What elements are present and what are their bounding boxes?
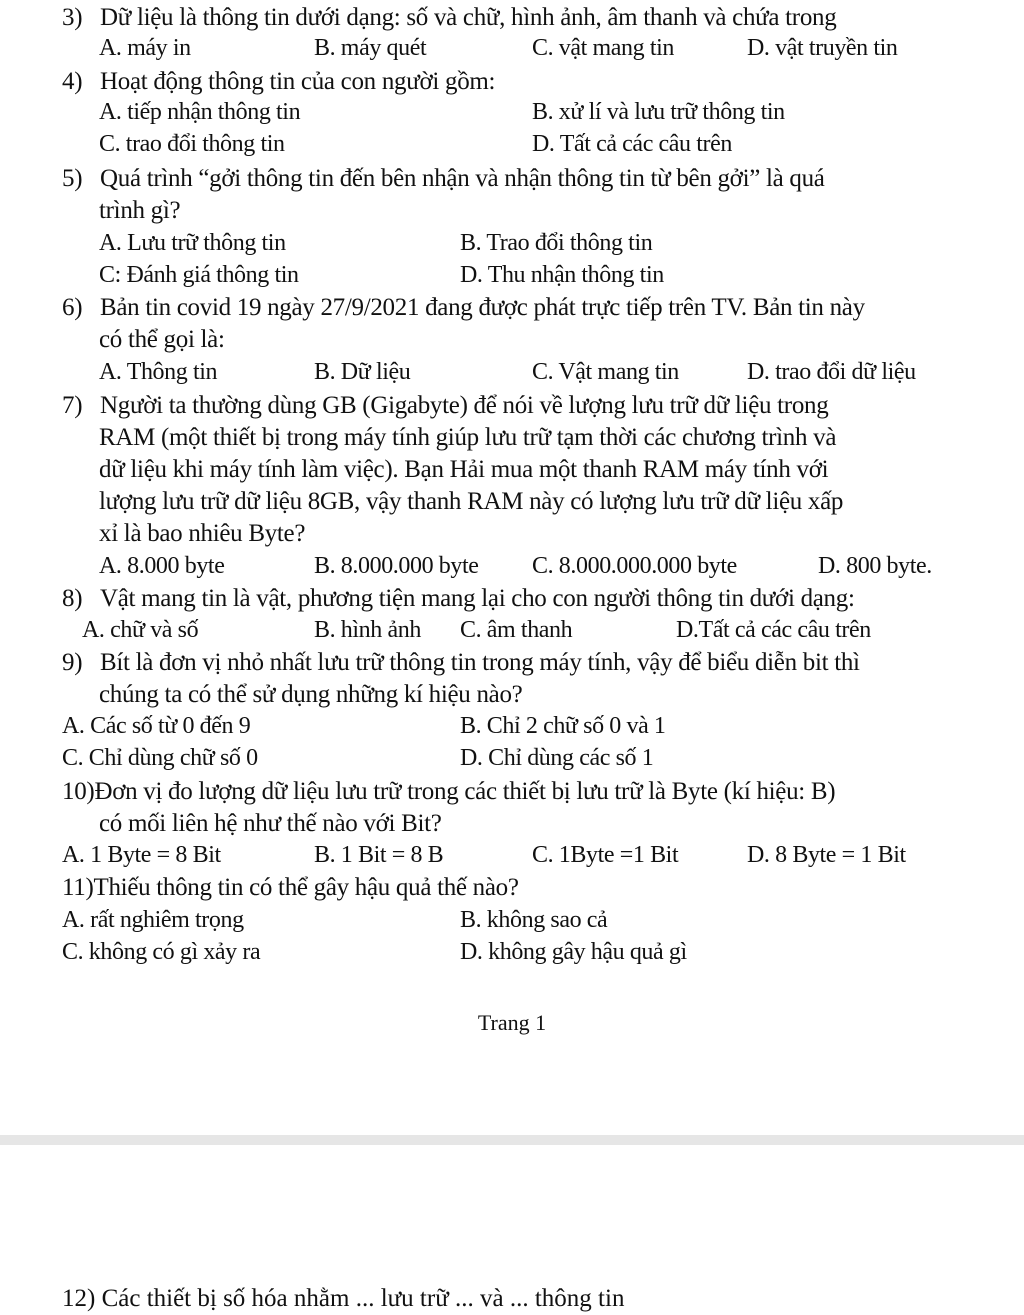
option-b: B. máy quét xyxy=(314,35,427,61)
option-a: A. 8.000 byte xyxy=(99,553,225,579)
question-text-continued: có thể gọi là: xyxy=(99,326,225,353)
question-text: Bản tin covid 19 ngày 27/9/2021 đang được phát trực tiếp trên TV. Bản tin này xyxy=(100,294,865,321)
option-a: A. Các số từ 0 đến 9 xyxy=(62,713,251,739)
question-5: 5) Quá trình “gởi thông tin đến bên nhận và nhận thông tin từ bên gởi” là quá xyxy=(62,165,825,192)
option-b: B. Trao đổi thông tin xyxy=(460,230,653,256)
option-d: D. trao đổi dữ liệu xyxy=(747,359,916,385)
question-text-continued: RAM (một thiết bị trong máy tính giúp lưu trữ tạm thời các chương trình và xyxy=(99,424,837,451)
option-d: D. 800 byte. xyxy=(818,553,932,579)
option-d: D.Tất cả các câu trên xyxy=(676,617,871,643)
option-b: B. không sao cả xyxy=(460,907,608,933)
option-b: B. xử lí và lưu trữ thông tin xyxy=(532,99,785,125)
option-a: A. 1 Byte = 8 Bit xyxy=(62,842,221,868)
question-9: 9) Bít là đơn vị nhỏ nhất lưu trữ thông tin trong máy tính, vậy để biểu diễn bit thì xyxy=(62,649,860,676)
question-text: Quá trình “gởi thông tin đến bên nhận và nhận thông tin từ bên gởi” là quá xyxy=(100,165,825,192)
option-a: A. Lưu trữ thông tin xyxy=(99,230,286,256)
option-b: B. Chỉ 2 chữ số 0 và 1 xyxy=(460,713,666,739)
option-b: B. 1 Bit = 8 B xyxy=(314,842,444,868)
question-10: 10)Đơn vị đo lượng dữ liệu lưu trữ trong các thiết bị lưu trữ là Byte (kí hiệu: B) xyxy=(62,778,836,805)
option-b: B. Dữ liệu xyxy=(314,359,411,385)
option-d: D. vật truyền tin xyxy=(747,35,898,61)
question-text: Dữ liệu là thông tin dưới dạng: số và chữ, hình ảnh, âm thanh và chứa trong xyxy=(100,4,837,31)
option-d: D. không gây hậu quả gì xyxy=(460,939,687,965)
question-text: Đơn vị đo lượng dữ liệu lưu trữ trong các thiết bị lưu trữ là Byte (kí hiệu: B) xyxy=(94,778,836,805)
option-b: B. 8.000.000 byte xyxy=(314,553,479,579)
option-d: D. Thu nhận thông tin xyxy=(460,262,664,288)
question-text: Vật mang tin là vật, phương tiện mang lại cho con người thông tin dưới dạng: xyxy=(100,585,855,612)
question-text: Thiếu thông tin có thể gây hậu quả thế nào? xyxy=(93,874,519,901)
question-text: Hoạt động thông tin của con người gồm: xyxy=(100,68,496,95)
question-text-continued: lượng lưu trữ dữ liệu 8GB, vậy thanh RAM này có lượng lưu trữ dữ liệu xấp xyxy=(99,488,844,515)
page-number: Trang 1 xyxy=(477,1010,547,1035)
option-c: C: Đánh giá thông tin xyxy=(99,262,299,288)
question-text-continued: xỉ là bao nhiêu Byte? xyxy=(99,520,306,547)
option-d: D. Tất cả các câu trên xyxy=(532,131,732,157)
option-c: C. 8.000.000.000 byte xyxy=(532,553,737,579)
option-a: A. rất nghiêm trọng xyxy=(62,907,244,933)
question-text: Người ta thường dùng GB (Gigabyte) để nói về lượng lưu trữ dữ liệu trong xyxy=(100,392,829,419)
option-c: C. Vật mang tin xyxy=(532,359,679,385)
question-text: Bít là đơn vị nhỏ nhất lưu trữ thông tin trong máy tính, vậy để biểu diễn bit thì xyxy=(100,649,860,676)
option-c: C. âm thanh xyxy=(460,617,573,643)
option-a: A. máy in xyxy=(99,35,191,61)
question-3: 3) Dữ liệu là thông tin dưới dạng: số và chữ, hình ảnh, âm thanh và chứa trong xyxy=(62,4,837,31)
option-c: C. vật mang tin xyxy=(532,35,674,61)
question-text-continued: có mối liên hệ như thế nào với Bit? xyxy=(99,810,442,837)
question-4: 4) Hoạt động thông tin của con người gồm: xyxy=(62,68,496,95)
question-7: 7) Người ta thường dùng GB (Gigabyte) để nói về lượng lưu trữ dữ liệu trong xyxy=(62,392,829,419)
option-a: A. chữ và số xyxy=(82,617,199,643)
option-d: D. Chỉ dùng các số 1 xyxy=(460,745,654,771)
option-c: C. trao đổi thông tin xyxy=(99,131,285,157)
option-d: D. 8 Byte = 1 Bit xyxy=(747,842,906,868)
question-text-continued: trình gì? xyxy=(99,197,181,224)
next-page-cut-line: 12) Các thiết bị số hóa nhằm ... lưu trữ ... và ... thông tin xyxy=(62,1285,625,1312)
exam-page-2 xyxy=(0,1145,1024,1312)
option-c: C. không có gì xảy ra xyxy=(62,939,261,965)
page-separator xyxy=(0,1135,1024,1145)
option-c: C. 1Byte =1 Bit xyxy=(532,842,679,868)
question-8: 8) Vật mang tin là vật, phương tiện mang lại cho con người thông tin dưới dạng: xyxy=(62,585,855,612)
question-6: 6) Bản tin covid 19 ngày 27/9/2021 đang được phát trực tiếp trên TV. Bản tin này xyxy=(62,294,865,321)
option-a: A. tiếp nhận thông tin xyxy=(99,99,301,125)
option-b: B. hình ảnh xyxy=(314,617,421,643)
option-c: C. Chỉ dùng chữ số 0 xyxy=(62,745,258,771)
question-text-continued: chúng ta có thể sử dụng những kí hiệu nào? xyxy=(99,681,523,708)
question-11: 11)Thiếu thông tin có thể gây hậu quả thế nào? xyxy=(62,874,519,901)
option-a: A. Thông tin xyxy=(99,359,218,385)
question-text-continued: dữ liệu khi máy tính làm việc). Bạn Hải mua một thanh RAM máy tính với xyxy=(99,456,829,483)
